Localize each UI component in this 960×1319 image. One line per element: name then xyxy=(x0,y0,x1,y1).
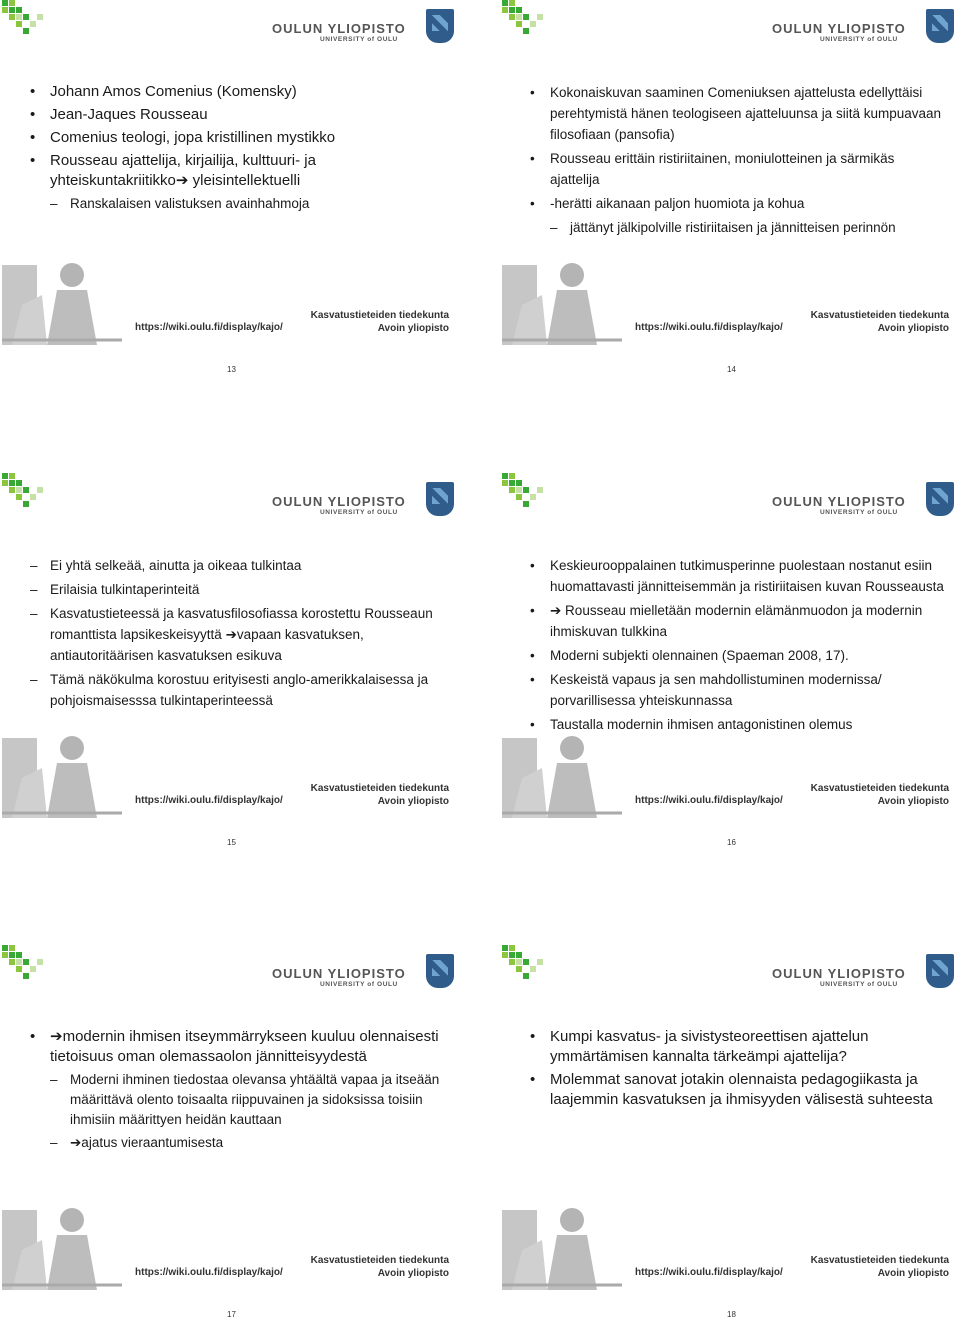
footer-url-link[interactable]: https://wiki.oulu.fi/display/kajo/ xyxy=(135,1267,283,1278)
footer-url-link[interactable]: https://wiki.oulu.fi/display/kajo/ xyxy=(635,1267,783,1278)
footer-dept-label: Kasvatustieteiden tiedekunta xyxy=(810,1255,949,1266)
slide-content xyxy=(24,82,447,217)
list-item xyxy=(524,600,947,642)
list-item xyxy=(24,1070,447,1130)
logo-title: OULUN YLIOPISTO xyxy=(772,966,906,981)
footer-unit-label: Avoin yliopisto xyxy=(877,1268,949,1279)
bullet-marker: • xyxy=(530,1071,536,1088)
footer-department xyxy=(311,782,449,808)
crest-icon xyxy=(926,9,954,43)
slide-header xyxy=(502,0,959,55)
logo-subtitle: UNIVERSITY of OULU xyxy=(320,36,398,43)
slide-content xyxy=(524,555,947,738)
university-logo xyxy=(268,954,458,994)
list-item xyxy=(524,82,947,145)
bullet-marker: – xyxy=(30,582,38,597)
list-item-text: Keskeistä vapaus ja sen mahdollistuminen modernissa/ porvarillisessa yhteiskunnassa xyxy=(550,672,882,708)
list-item xyxy=(24,1027,447,1067)
list-item xyxy=(524,714,947,735)
bullet-marker: • xyxy=(530,1028,536,1045)
list-item-text: -herätti aikanaan paljon huomiota ja kohua xyxy=(550,196,805,211)
university-logo xyxy=(768,482,958,522)
page-number: 18 xyxy=(727,1310,736,1319)
engraving-illustration xyxy=(2,708,122,818)
logo-subtitle: UNIVERSITY of OULU xyxy=(820,36,898,43)
bullet-marker: • xyxy=(530,717,535,732)
bullet-marker: – xyxy=(50,1135,58,1150)
list-item xyxy=(524,645,947,666)
crest-icon xyxy=(426,9,454,43)
logo-title: OULUN YLIOPISTO xyxy=(272,21,406,36)
slide-header xyxy=(2,0,459,55)
footer-unit-label: Avoin yliopisto xyxy=(377,796,449,807)
logo-title: OULUN YLIOPISTO xyxy=(272,966,406,981)
footer-dept-label: Kasvatustieteiden tiedekunta xyxy=(310,1255,449,1266)
bullet-marker: – xyxy=(30,672,38,687)
list-item xyxy=(24,603,447,666)
list-item xyxy=(524,217,947,238)
list-item-text: Ranskalaisen valistuksen avainhahmoja xyxy=(70,196,310,211)
pixel-mosaic-icon xyxy=(502,0,542,40)
bullet-marker: • xyxy=(30,152,36,169)
slide-13 xyxy=(2,0,459,345)
list-item xyxy=(24,82,447,102)
slide-14 xyxy=(502,0,959,345)
footer-url-link[interactable]: https://wiki.oulu.fi/display/kajo/ xyxy=(635,322,783,333)
bullet-marker: • xyxy=(530,603,535,618)
list-item-text: Kokonaiskuvan saaminen Comeniuksen ajattelusta edellyttäisi perehtymistä hänen teologiseen ajatteluunsa ja siitä kumpuavaan filosofiaan (pansofia) xyxy=(550,85,942,142)
list-item-text: ➔ajatus vieraantumisesta xyxy=(70,1135,224,1150)
logo-title: OULUN YLIOPISTO xyxy=(772,494,906,509)
logo-title: OULUN YLIOPISTO xyxy=(272,494,406,509)
list-item-text: Erilaisia tulkintaperinteitä xyxy=(50,582,200,597)
engraving-illustration xyxy=(2,235,122,345)
footer-unit-label: Avoin yliopisto xyxy=(377,323,449,334)
list-item xyxy=(24,194,447,214)
slide-17 xyxy=(2,945,459,1290)
page-number: 13 xyxy=(227,365,236,374)
crest-icon xyxy=(926,482,954,516)
list-item-text: Jean-Jaques Rousseau xyxy=(50,106,208,123)
list-item xyxy=(24,579,447,600)
footer-dept-label: Kasvatustieteiden tiedekunta xyxy=(810,783,949,794)
list-item-text: Rousseau erittäin ristiriitainen, moniulotteinen ja särmikäs ajattelija xyxy=(550,151,895,187)
bullet-marker: • xyxy=(30,106,36,123)
page-number: 17 xyxy=(227,1310,236,1319)
list-item xyxy=(524,148,947,190)
bullet-marker: • xyxy=(30,129,36,146)
list-item-text: Rousseau ajattelija, kirjailija, kulttuuri- ja yhteiskuntakriitikko➔ yleisintellektuelli xyxy=(50,152,316,189)
crest-icon xyxy=(426,482,454,516)
pixel-mosaic-icon xyxy=(2,945,42,985)
university-logo xyxy=(268,9,458,49)
list-item xyxy=(24,669,447,711)
list-item-text: ➔ Rousseau mielletään modernin elämänmuodon ja modernin ihmiskuvan tulkkina xyxy=(550,603,923,639)
footer-url-link[interactable]: https://wiki.oulu.fi/display/kajo/ xyxy=(635,795,783,806)
list-item-text: Moderni subjekti olennainen (Spaeman 2008, 17). xyxy=(550,648,849,663)
logo-subtitle: UNIVERSITY of OULU xyxy=(820,509,898,516)
list-item xyxy=(24,105,447,125)
footer-dept-label: Kasvatustieteiden tiedekunta xyxy=(310,783,449,794)
logo-subtitle: UNIVERSITY of OULU xyxy=(320,981,398,988)
pixel-mosaic-icon xyxy=(502,945,542,985)
list-item-text: Johann Amos Comenius (Komensky) xyxy=(50,83,297,100)
list-item xyxy=(524,1070,947,1110)
list-item-text: ➔modernin ihmisen itseymmärrykseen kuuluu olennaisesti tietoisuus oman olemassaolon jännitteisyydestä xyxy=(50,1028,439,1065)
bullet-marker: – xyxy=(50,196,58,211)
crest-icon xyxy=(926,954,954,988)
bullet-marker: • xyxy=(530,558,535,573)
footer-dept-label: Kasvatustieteiden tiedekunta xyxy=(310,310,449,321)
list-item-text: Ei yhtä selkeää, ainutta ja oikeaa tulkintaa xyxy=(50,558,302,573)
page-number: 16 xyxy=(727,838,736,847)
list-item xyxy=(24,555,447,576)
slide-16 xyxy=(502,473,959,818)
list-item-text: jättänyt jälkipolville ristiriitaisen ja jännitteisen perinnön xyxy=(570,220,896,235)
slide-header xyxy=(2,945,459,1000)
list-item-text: Taustalla modernin ihmisen antagonistinen olemus xyxy=(550,717,853,732)
pixel-mosaic-icon xyxy=(2,473,42,513)
list-item xyxy=(524,669,947,711)
engraving-illustration xyxy=(502,1180,622,1290)
slide-content xyxy=(524,82,947,241)
list-item-text: Moderni ihminen tiedostaa olevansa yhtäältä vapaa ja itseään määrittävä olento toisaalta riippuvainen ja sidoksissa toisiin ihmisiin määrittyen heidän kauttaan xyxy=(70,1072,440,1127)
footer-url-link[interactable]: https://wiki.oulu.fi/display/kajo/ xyxy=(135,322,283,333)
list-item-text: Molemmat sanovat jotakin olennaista pedagogiikasta ja laajemmin kasvatuksen ja ihmisyyden välisestä suhteesta xyxy=(550,1071,933,1108)
engraving-illustration xyxy=(502,235,622,345)
list-item xyxy=(524,1027,947,1067)
list-item-text: Tämä näkökulma korostuu erityisesti anglo-amerikkalaisessa ja pohjoismaisesssa tulkintaperinteessä xyxy=(50,672,429,708)
list-item xyxy=(524,555,947,597)
page-number: 14 xyxy=(727,365,736,374)
bullet-marker: • xyxy=(530,196,535,211)
footer-department xyxy=(311,1254,449,1280)
list-item-text: Kumpi kasvatus- ja sivistysteoreettisen ajattelun ymmärtämisen kannalta tärkeämpi ajattelija? xyxy=(550,1028,869,1065)
list-item xyxy=(24,128,447,148)
bullet-marker: • xyxy=(530,151,535,166)
list-item-text: Comenius teologi, jopa kristillinen mystikko xyxy=(50,129,336,146)
bullet-marker: – xyxy=(50,1072,58,1087)
pixel-mosaic-icon xyxy=(502,473,542,513)
list-item xyxy=(524,193,947,214)
footer-unit-label: Avoin yliopisto xyxy=(377,1268,449,1279)
footer-department xyxy=(811,309,949,335)
slide-header xyxy=(2,473,459,528)
logo-subtitle: UNIVERSITY of OULU xyxy=(820,981,898,988)
footer-dept-label: Kasvatustieteiden tiedekunta xyxy=(810,310,949,321)
page-number: 15 xyxy=(227,838,236,847)
slide-content xyxy=(24,1027,447,1156)
pixel-mosaic-icon xyxy=(2,0,42,40)
bullet-marker: • xyxy=(530,85,535,100)
list-item-text: Keskieurooppalainen tutkimusperinne puolestaan nostanut esiin huomattavasti jännitteisemmän ja ristiriitaisen kuvan Rousseausta xyxy=(550,558,944,594)
logo-title: OULUN YLIOPISTO xyxy=(772,21,906,36)
slide-header xyxy=(502,945,959,1000)
list-item-text: Kasvatustieteessä ja kasvatusfilosofiassa korostettu Rousseaun romanttista lapsikeskeisyyttä ➔vapaan kasvatuksen, antiautoritäärisen kasvatuksen esikuva xyxy=(50,606,433,663)
footer-unit-label: Avoin yliopisto xyxy=(877,323,949,334)
crest-icon xyxy=(426,954,454,988)
engraving-illustration xyxy=(2,1180,122,1290)
bullet-marker: • xyxy=(30,83,36,100)
bullet-marker: – xyxy=(550,220,558,235)
bullet-marker: • xyxy=(530,648,535,663)
slide-content xyxy=(524,1027,947,1113)
university-logo xyxy=(768,9,958,49)
university-logo xyxy=(268,482,458,522)
slide-15 xyxy=(2,473,459,818)
footer-unit-label: Avoin yliopisto xyxy=(877,796,949,807)
slide-content xyxy=(24,555,447,714)
list-item xyxy=(24,1133,447,1153)
footer-department xyxy=(311,309,449,335)
logo-subtitle: UNIVERSITY of OULU xyxy=(320,509,398,516)
bullet-marker: • xyxy=(530,672,535,687)
footer-department xyxy=(811,782,949,808)
footer-department xyxy=(811,1254,949,1280)
bullet-marker: – xyxy=(30,558,38,573)
bullet-marker: – xyxy=(30,606,38,621)
list-item xyxy=(24,151,447,191)
slide-18 xyxy=(502,945,959,1290)
bullet-marker: • xyxy=(30,1028,36,1045)
slide-header xyxy=(502,473,959,528)
university-logo xyxy=(768,954,958,994)
footer-url-link[interactable]: https://wiki.oulu.fi/display/kajo/ xyxy=(135,795,283,806)
